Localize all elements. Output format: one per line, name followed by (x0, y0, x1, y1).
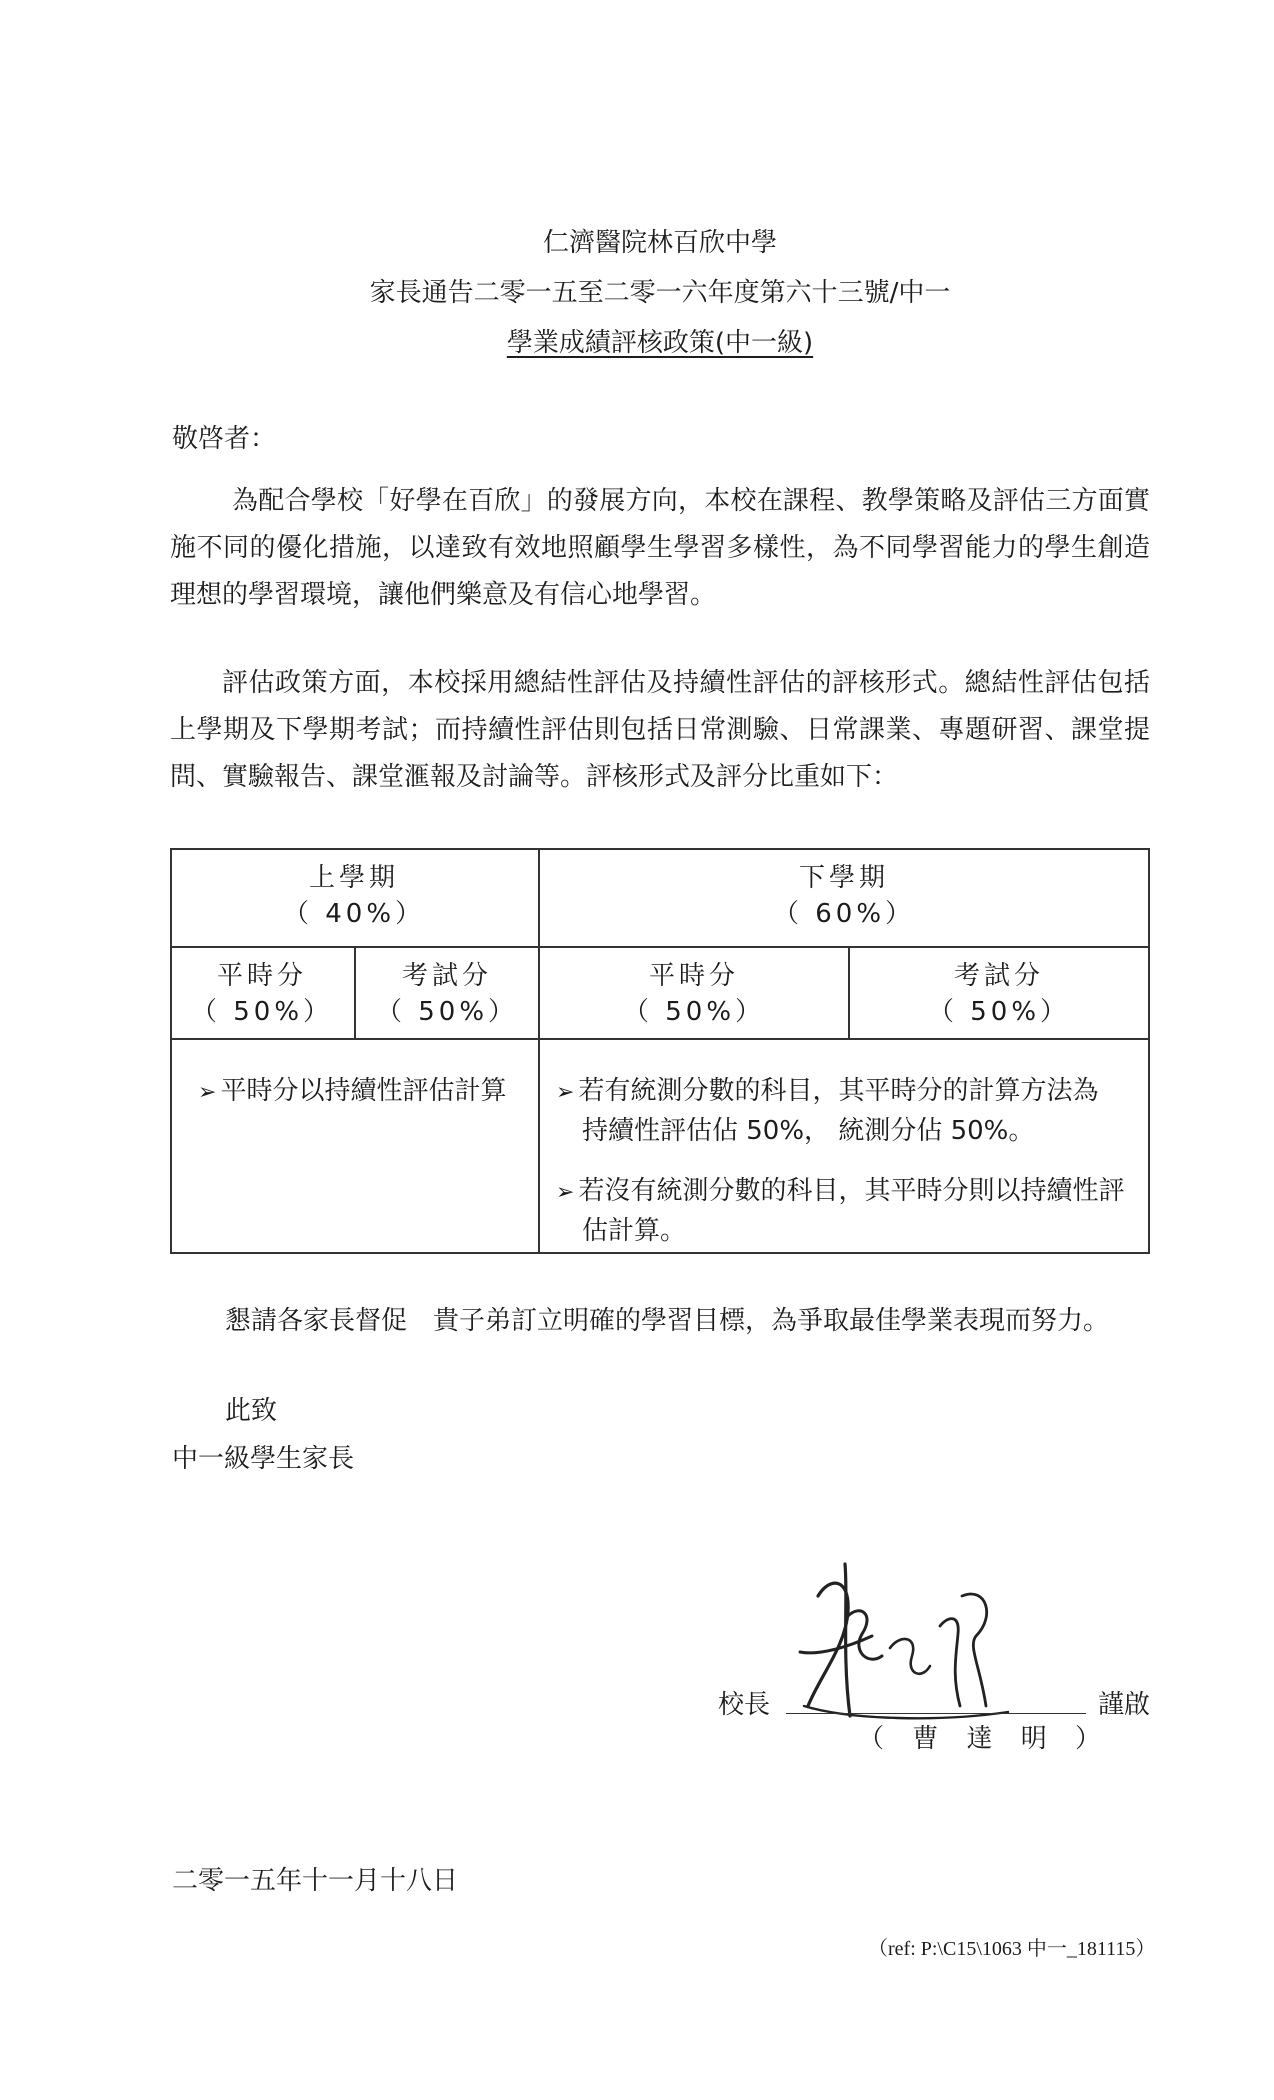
term2-note-2-line-1: 若沒有統測分數的科目，其平時分則以持續性評 (578, 1176, 1125, 1206)
term2-exam-label: 考試分 (953, 961, 1044, 991)
term2-note-1 (556, 1072, 1146, 1150)
term1-daily-weight: （ 50%） (190, 997, 334, 1027)
term2-label: 下學期 (798, 863, 889, 893)
term1-exam-label: 考試分 (401, 961, 492, 991)
issue-date: 二零一五年十一月十八日 (172, 1866, 459, 1896)
term2-note-1-line-1: 若有統測分數的科目，其平時分的計算方法為 (578, 1076, 1099, 1106)
term2-daily-label: 平時分 (648, 961, 739, 991)
term2-note-2 (556, 1172, 1146, 1250)
term2-daily-weight: （ 50%） (622, 997, 766, 1027)
signature-line (786, 1713, 1086, 1714)
term2-exam-weight: （ 50%） (927, 997, 1071, 1027)
closing-request: 懇請各家長督促 貴子弟訂立明確的學習目標，為爭取最佳學業表現而努力。 (225, 1306, 1110, 1336)
table-rule-1 (170, 946, 1150, 948)
notice-subject: 學業成績評核政策(中一級) (506, 328, 814, 358)
addressee: 中一級學生家長 (172, 1444, 355, 1474)
sign-off: 此致 (225, 1396, 278, 1426)
term1-note (198, 1072, 538, 1112)
term1-exam-weight: （ 50%） (375, 997, 519, 1027)
term1-daily-header (170, 958, 354, 1030)
paragraph-1: 為配合學校「好學在百欣」的發展方向，本校在課程、教學策略及評估三方面實施不同的優化措施，以達致有效地照顧學生學習多樣性，為不同學習能力的學生創造理想的學習環境，讓他們樂意及有信心地學習。 (170, 486, 1150, 610)
term1-daily-label: 平時分 (216, 961, 307, 991)
table-border-right (1148, 848, 1150, 1254)
term1-header (170, 860, 538, 932)
table-border-top (170, 848, 1150, 850)
notice-number: 家長通告二零一五至二零一六年度第六十三號/中一 (369, 278, 951, 308)
handwritten-signature (790, 1556, 1020, 1726)
school-name: 仁濟醫院林百欣中學 (542, 228, 777, 258)
term2-header (540, 860, 1148, 932)
term2-exam-header (850, 958, 1148, 1030)
respectfully-label: 謹啟 (1098, 1690, 1151, 1720)
salutation: 敬啓者： (172, 424, 277, 454)
term2-note-2-line-2: 估計算。 (582, 1216, 687, 1246)
term1-label: 上學期 (308, 863, 399, 893)
term1-exam-header (356, 958, 538, 1030)
term2-weight: （ 60%） (772, 899, 916, 929)
term1-note-text: 平時分以持續性評估計算 (220, 1076, 507, 1106)
term2-daily-header (540, 958, 848, 1030)
principal-label: 校長 (718, 1690, 771, 1720)
term1-weight: （ 40%） (282, 899, 426, 929)
arrow-bullet-icon: ➢ (198, 1080, 217, 1105)
paragraph-2: 評估政策方面，本校採用總結性評估及持續性評估的評核形式。總結性評估包括上學期及下學期考試；而持續性評估則包括日常測驗、日常課業、專題研習、課堂提問、實驗報告、課堂滙報及討論等。評核形式及評分比重如下： (170, 668, 1150, 792)
arrow-bullet-icon: ➢ (556, 1080, 575, 1105)
assessment-table (170, 848, 1150, 1254)
term2-note-1-line-2: 持續性評估佔 50%， 統測分佔 50%。 (582, 1116, 1035, 1146)
arrow-bullet-icon: ➢ (556, 1180, 575, 1205)
reference-code: （ref: P:\C15\1063 中一_181115） (868, 1938, 1156, 1960)
table-border-bottom (170, 1252, 1150, 1254)
table-rule-2 (170, 1038, 1150, 1040)
principal-name: （ 曹 達 明 ） (858, 1724, 1112, 1754)
